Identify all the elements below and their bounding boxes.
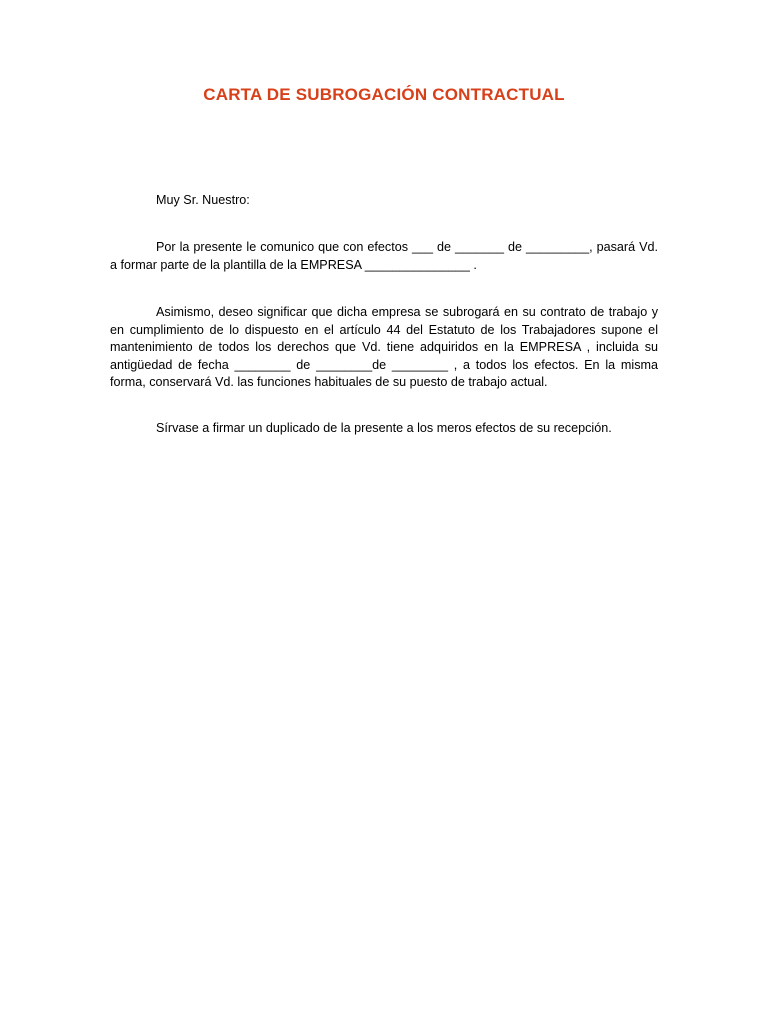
salutation: Muy Sr. Nuestro: <box>156 193 250 207</box>
document-title: CARTA DE SUBROGACIÓN CONTRACTUAL <box>203 85 565 104</box>
paragraph-signature-request: Sírvase a firmar un duplicado de la presente a los meros efectos de su recepción. <box>156 421 612 435</box>
paragraph-subrogation-rights: Asimismo, deseo significar que dicha empresa se subrogará en su contrato de trabajo y en cumplimiento de lo dispuesto en el artículo 44 del Estatuto de los Trabajadores supone el mantenimiento de todos los derechos que Vd. tiene adquiridos en la EMPRESA , incluida su antigüedad de fecha ________ de ________de ________ , a todos los efectos. En la misma forma, conservará Vd. las funciones habituales de su puesto de trabajo actual. <box>110 305 658 389</box>
paragraph-effective-date: Por la presente le comunico que con efectos ___ de _______ de _________, pasará Vd. a formar parte de la plantilla de la EMPRESA _______________ . <box>110 240 658 272</box>
